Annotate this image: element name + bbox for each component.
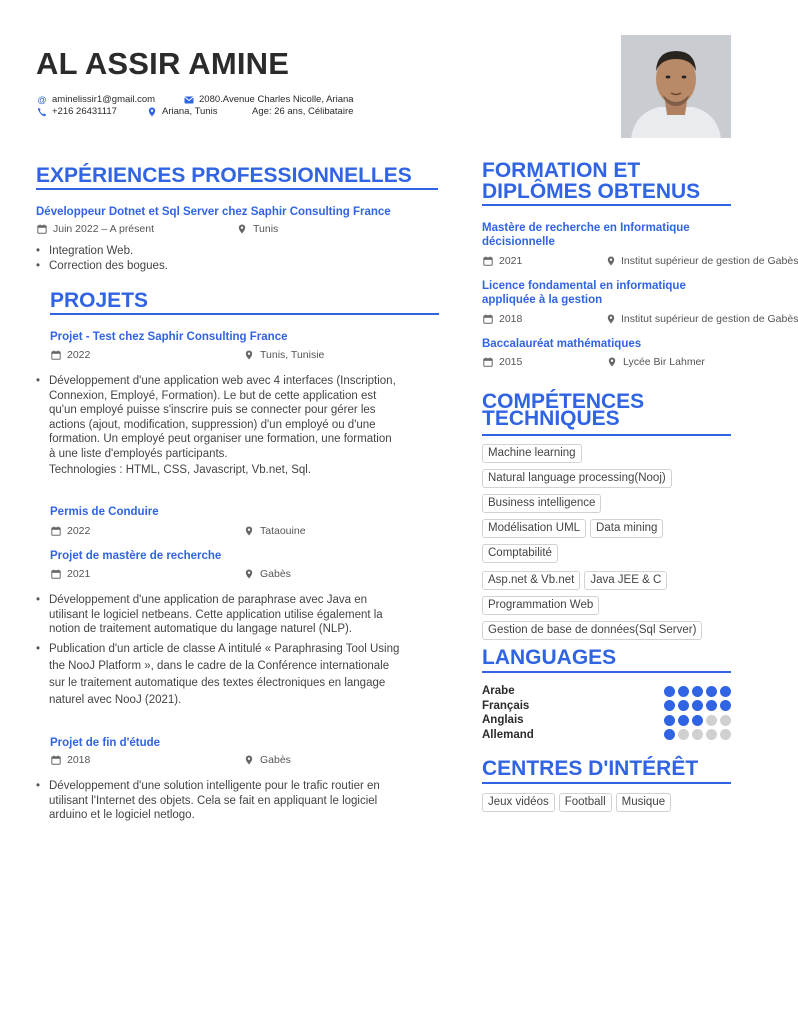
language-row xyxy=(482,713,731,728)
experience-date xyxy=(36,223,154,235)
map-pin-icon xyxy=(606,314,616,324)
contact-age xyxy=(252,106,353,117)
date-text: 2018 xyxy=(67,754,91,766)
skill-tag: Asp.net & Vb.net xyxy=(482,571,580,590)
age-text: Age: 26 ans, Célibataire xyxy=(252,106,354,117)
text-line: • Développement d'une application web avec 4 interfaces (Inscription, xyxy=(49,375,396,387)
level-dot-filled xyxy=(706,700,717,711)
skill-tag: Gestion de base de données(Sql Server) xyxy=(482,621,702,640)
level-dot-filled xyxy=(692,715,703,726)
contact-location xyxy=(146,106,217,117)
education-title: Baccalauréat mathématiques xyxy=(482,338,642,350)
calendar-icon xyxy=(50,569,62,579)
map-pin-icon xyxy=(243,755,255,765)
project-title: Permis de Conduire xyxy=(50,506,159,518)
text-line: the NooJ Platform », dans le cadre de la Conférence internationale xyxy=(49,659,390,672)
level-dot-filled xyxy=(664,686,675,697)
heading-line: TECHNIQUES xyxy=(482,407,620,430)
experience-place xyxy=(236,223,278,235)
education-date xyxy=(482,356,522,368)
project-place xyxy=(243,349,324,361)
skill-tag: Machine learning xyxy=(482,444,582,463)
project-date xyxy=(50,349,90,361)
date-text: 2021 xyxy=(499,255,523,267)
languages-list xyxy=(482,684,731,742)
education-place xyxy=(606,313,798,325)
calendar-icon xyxy=(50,755,62,765)
skill-tag: Comptabilité xyxy=(482,544,558,563)
level-dot-filled xyxy=(678,686,689,697)
language-row xyxy=(482,728,731,743)
skill-tag: Business intelligence xyxy=(482,494,601,513)
interest-tag: Jeux vidéos xyxy=(482,793,555,812)
language-name: Arabe xyxy=(482,685,515,698)
project-title: Projet de fin d'étude xyxy=(50,737,161,749)
list-item xyxy=(36,374,446,461)
level-dot-filled xyxy=(692,700,703,711)
address-text: 2080.Avenue Charles Nicolle, Ariana xyxy=(199,94,354,105)
education-place xyxy=(606,255,798,267)
skill-tag: Java JEE & C xyxy=(584,571,667,590)
level-dot-filled xyxy=(706,686,717,697)
level-dot-filled xyxy=(692,686,703,697)
profile-photo xyxy=(621,35,731,138)
title-line: décisionnelle xyxy=(482,236,555,248)
map-pin-icon xyxy=(146,107,158,117)
phone-icon xyxy=(36,107,48,117)
level-dot-filled xyxy=(664,700,675,711)
level-dot-filled xyxy=(678,715,689,726)
calendar-icon xyxy=(36,224,48,234)
project-date xyxy=(50,525,90,537)
interest-tag: Football xyxy=(559,793,612,812)
interest-tag: Musique xyxy=(616,793,671,812)
education-rule xyxy=(482,204,731,206)
language-name: Français xyxy=(482,699,530,712)
language-level xyxy=(664,715,731,726)
education-title xyxy=(482,221,690,249)
project-place xyxy=(243,754,291,766)
text-line: utilisant le logiciel netbeans. Cette application utilise également la xyxy=(49,608,383,621)
skill-tag: Programmation Web xyxy=(482,596,599,615)
experience-rule xyxy=(36,188,438,190)
interests-heading: CENTRES D'INTÉRÊT xyxy=(482,757,699,780)
language-name: Anglais xyxy=(482,714,524,727)
map-pin-icon xyxy=(243,569,255,579)
experience-bullets xyxy=(36,244,436,273)
map-pin-icon xyxy=(243,526,255,536)
text-line: actions (ajout, modification, suppression) d'un employé ou d'une xyxy=(49,418,376,431)
text-line: naturel avec NooJ (2021). xyxy=(49,693,182,706)
calendar-icon xyxy=(482,314,494,324)
projects-rule xyxy=(50,313,439,315)
map-pin-icon xyxy=(236,224,248,234)
place-text: Institut supérieur de gestion de Gabès xyxy=(621,313,798,325)
level-dot-filled xyxy=(664,729,675,740)
list-item xyxy=(36,779,446,823)
language-name: Allemand xyxy=(482,728,534,741)
text-line: arduino et le logiciel netlogo. xyxy=(49,809,195,821)
level-dot-empty xyxy=(720,715,731,726)
contact-email[interactable] xyxy=(36,94,155,105)
text-line: • Développement d'une application de paraphrase avec Java en xyxy=(49,594,368,606)
language-row xyxy=(482,699,731,714)
date-text: 2015 xyxy=(499,356,523,368)
text-line: utilisant l'Internet des objets. Cela se fait en appliquant le logiciel xyxy=(49,794,378,807)
place-text: Tunis xyxy=(253,223,279,235)
map-pin-icon xyxy=(243,350,255,360)
interests-rule xyxy=(482,782,731,784)
skill-tag: Data mining xyxy=(590,519,663,538)
language-level xyxy=(664,700,731,711)
map-pin-icon xyxy=(606,357,618,367)
project-date xyxy=(50,568,90,580)
level-dot-empty xyxy=(706,715,717,726)
skills-rule xyxy=(482,434,731,436)
title-line: Mastère de recherche en Informatique xyxy=(482,222,690,234)
at-icon: @ xyxy=(37,94,47,105)
skills-group-2 xyxy=(482,571,737,646)
skill-tag: Natural language processing(Nooj) xyxy=(482,469,672,488)
project-technologies: Technologies : HTML, CSS, Javascript, Vb.net, Sql. xyxy=(49,464,312,476)
heading-line: DIPLÔMES OBTENUS xyxy=(482,180,701,203)
heading-line: COMPÉTENCES xyxy=(482,390,645,413)
education-heading xyxy=(482,160,700,202)
phone-text: +216 26431117 xyxy=(52,106,117,117)
email-text: aminelissir1@gmail.com xyxy=(52,94,156,105)
list-item: • Integration Web. xyxy=(36,244,436,259)
place-text: Gabès xyxy=(260,568,291,580)
envelope-icon xyxy=(183,95,195,105)
experience-title: Développeur Dotnet et Sql Server chez Saphir Consulting France xyxy=(36,206,391,218)
languages-rule xyxy=(482,671,731,673)
contact-address xyxy=(183,94,354,105)
level-dot-empty xyxy=(720,729,731,740)
project-title: Projet - Test chez Saphir Consulting France xyxy=(50,331,288,343)
date-text: 2022 xyxy=(67,525,91,537)
text-line: notion de traitement automatique du langage naturel (NLP). xyxy=(49,623,353,635)
place-text: Tunis, Tunisie xyxy=(260,349,325,361)
calendar-icon xyxy=(50,350,62,360)
text-line: • Développement d'une solution intelligente pour le trafic routier en xyxy=(49,780,380,792)
map-pin-icon xyxy=(606,256,616,266)
text-line: Connexion, Employé, Formation). Le but de cette application est xyxy=(49,389,377,402)
date-text: 2022 xyxy=(67,349,91,361)
project-title: Projet de mastère de recherche xyxy=(50,550,222,562)
level-dot-empty xyxy=(678,729,689,740)
languages-heading: LANGUAGES xyxy=(482,646,617,669)
project-place xyxy=(243,568,291,580)
project-bullets xyxy=(36,374,446,461)
level-dot-filled xyxy=(720,686,731,697)
level-dot-filled xyxy=(664,715,675,726)
title-line: Licence fondamental en informatique xyxy=(482,280,686,292)
interests-list xyxy=(482,793,742,818)
level-dot-filled xyxy=(678,700,689,711)
language-row xyxy=(482,684,731,699)
projects-heading: PROJETS xyxy=(50,289,149,312)
education-place xyxy=(606,356,705,368)
list-item xyxy=(36,593,446,637)
date-text: 2021 xyxy=(67,568,91,580)
project-bullets xyxy=(36,593,446,709)
text-line: qu'un employé puisse s'inscrire puis se connecter pour gérer les xyxy=(49,404,376,416)
text-line: sur le traitement automatique des textes électroniques en langage xyxy=(49,676,386,689)
date-text: 2018 xyxy=(499,313,523,325)
list-item xyxy=(36,641,446,709)
language-level xyxy=(664,686,731,697)
experience-heading: EXPÉRIENCES PROFESSIONNELLES xyxy=(36,164,412,187)
title-line: appliquée à la gestion xyxy=(482,294,603,306)
education-date xyxy=(482,255,522,267)
place-text: Institut supérieur de gestion de Gabès xyxy=(621,255,798,267)
place-text: Tataouine xyxy=(260,525,306,537)
project-place xyxy=(243,525,306,537)
education-date xyxy=(482,313,522,325)
skills-group-1 xyxy=(482,444,737,569)
place-text: Lycée Bir Lahmer xyxy=(623,356,705,368)
education-title xyxy=(482,279,686,307)
calendar-icon xyxy=(482,256,494,266)
text-line: formation. Un employé peut organiser une formation, une formation xyxy=(49,433,392,445)
text-line: à une liste d'employés participants. xyxy=(49,447,228,460)
level-dot-empty xyxy=(692,729,703,740)
level-dot-filled xyxy=(720,700,731,711)
skills-heading xyxy=(482,390,645,430)
text-line: • Publication d'un article de classe A intitulé « Paraphrasing Tool Using xyxy=(49,642,400,655)
level-dot-empty xyxy=(706,729,717,740)
candidate-name: AL ASSIR AMINE xyxy=(36,46,290,81)
skill-tag: Modélisation UML xyxy=(482,519,586,538)
calendar-icon xyxy=(50,526,62,536)
list-item: • Correction des bogues. xyxy=(36,259,436,274)
language-level xyxy=(664,729,731,740)
location-text: Ariana, Tunis xyxy=(162,106,218,117)
project-bullets xyxy=(36,779,446,823)
date-text: Juin 2022 – A présent xyxy=(53,223,154,235)
calendar-icon xyxy=(482,357,494,367)
project-date xyxy=(50,754,90,766)
heading-line: FORMATION ET xyxy=(482,159,641,182)
contact-phone[interactable] xyxy=(36,106,117,117)
place-text: Gabès xyxy=(260,754,291,766)
